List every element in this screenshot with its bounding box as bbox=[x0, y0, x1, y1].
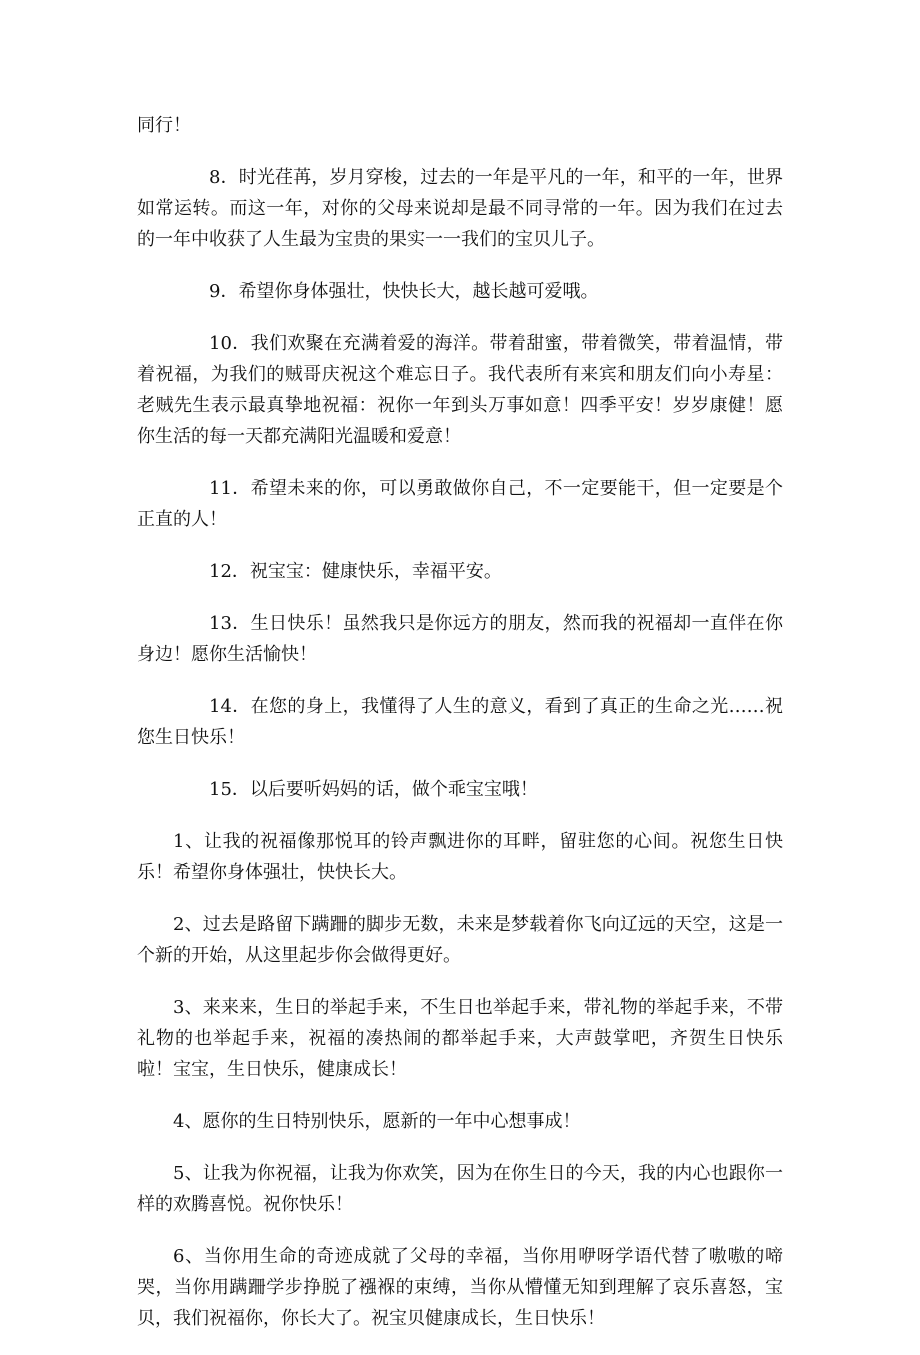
paragraph-continuation: 同行！ bbox=[137, 115, 191, 136]
paragraph-item-13: 13．生日快乐！虽然我只是你远方的朋友，然而我的祝福却一直伴在你身边！愿你生活愉快！ bbox=[137, 608, 783, 670]
item-number: 13 bbox=[209, 613, 232, 634]
paragraph-wish-2: 2、过去是路留下蹒跚的脚步无数，未来是梦载着你飞向辽远的天空，这是一个新的开始，从这里起步你会做得更好。 bbox=[137, 914, 783, 966]
paragraph-item-8: 8．时光荏苒，岁月穿梭，过去的一年是平凡的一年，和平的一年，世界如常运转。而这一年，对你的父母来说却是最不同寻常的一年。因为我们在过去的一年中收获了人生最为宝贵的果实一一我们的宝贝儿子。 bbox=[137, 162, 783, 255]
paragraph-wish-4: 4、愿你的生日特别快乐，愿新的一年中心想事成！ bbox=[173, 1111, 581, 1132]
item-number: 14 bbox=[209, 696, 232, 717]
item-number: 12 bbox=[209, 561, 232, 582]
paragraph-wish-1: 1、让我的祝福像那悦耳的铃声飘进你的耳畔，留驻您的心间。祝您生日快乐！希望你身体强壮，快快长大。 bbox=[137, 831, 783, 883]
paragraph-wish-3: 3、来来来，生日的举起手来，不生日也举起手来，带礼物的举起手来，不带礼物的也举起手来，祝福的凑热闹的都举起手来，大声鼓掌吧，齐贺生日快乐啦！宝宝，生日快乐，健康成长！ bbox=[137, 997, 783, 1080]
item-number: 9 bbox=[209, 281, 221, 302]
item-number: 10 bbox=[209, 333, 232, 354]
paragraph-item-12: 12．祝宝宝：健康快乐，幸福平安。 bbox=[137, 556, 783, 587]
item-number: 15 bbox=[209, 779, 232, 800]
item-number: 11 bbox=[209, 478, 232, 499]
paragraph-item-14: 14．在您的身上，我懂得了人生的意义，看到了真正的生命之光……祝您生日快乐！ bbox=[137, 691, 783, 753]
item-number: 8 bbox=[209, 167, 221, 188]
paragraph-item-11: 11．希望未来的你，可以勇敢做你自己，不一定要能干，但一定要是个正直的人！ bbox=[137, 473, 783, 535]
paragraph-item-10: 10．我们欢聚在充满着爱的海洋。带着甜蜜，带着微笑，带着温情，带着祝福，为我们的贼哥庆祝这个难忘日子。我代表所有来宾和朋友们向小寿星：老贼先生表示最真挚地祝福：祝你一年到头万事如意！四季平安！岁岁康健！愿你生活的每一天都充满阳光温暖和爱意！ bbox=[137, 328, 783, 452]
paragraph-wish-5: 5、让我为你祝福，让我为你欢笑，因为在你生日的今天，我的内心也跟你一样的欢腾喜悦。祝你快乐！ bbox=[137, 1163, 783, 1215]
paragraph-item-15: 15．以后要听妈妈的话，做个乖宝宝哦！ bbox=[137, 774, 783, 805]
paragraph-item-9: 9．希望你身体强壮，快快长大，越长越可爱哦。 bbox=[137, 276, 783, 307]
paragraph-wish-6: 6、当你用生命的奇迹成就了父母的幸福，当你用咿呀学语代替了嗷嗷的啼哭，当你用蹒跚学步挣脱了襁褓的束缚，当你从懵懂无知到理解了哀乐喜怒，宝贝，我们祝福你，你长大了。祝宝贝健康成长，生日快乐！ bbox=[137, 1246, 783, 1329]
document-body bbox=[137, 110, 783, 1355]
